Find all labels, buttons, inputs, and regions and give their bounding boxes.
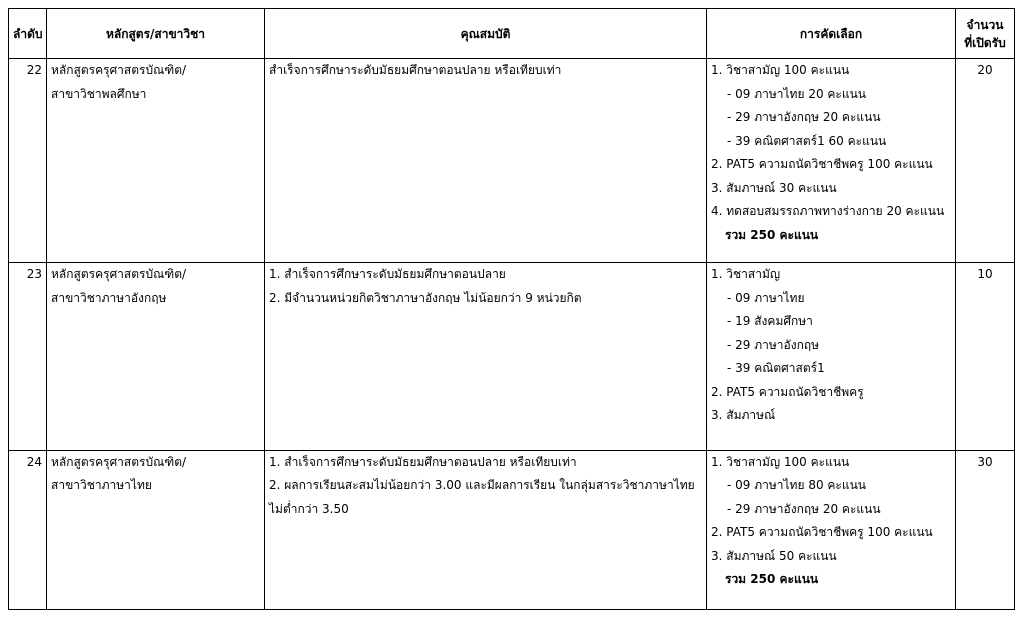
header-seats-line2: ที่เปิดรับ: [964, 35, 1006, 50]
row-selection: [707, 450, 956, 609]
qualification-line: 2. ผลการเรียนสะสมไม่น้อยกว่า 3.00 และมีผลการเรียน ในกลุ่มสาระวิชาภาษาไทย ไม่ต่ำกว่า 3.50: [269, 478, 695, 516]
selection-line: 4. ทดสอบสมรรถภาพทางร่างกาย 20 คะแนน: [711, 204, 945, 218]
subject-line: หลักสูตรครุศาสตรบัณฑิต/: [51, 267, 187, 282]
row-qualification: [265, 450, 707, 609]
table-header-row: [9, 9, 1015, 59]
selection-subline: - 29 ภาษาอังกฤษ: [727, 337, 820, 352]
selection-line: 2. PAT5 ความถนัดวิชาชีพครู: [711, 384, 864, 399]
row-subject: [47, 59, 265, 263]
row-selection: [707, 263, 956, 451]
selection-subline: - 09 ภาษาไทย 80 คะแนน: [727, 478, 867, 493]
selection-line: 2. PAT5 ความถนัดวิชาชีพครู 100 คะแนน: [711, 525, 933, 540]
row-selection: [707, 59, 956, 263]
qualification-line: 1. สำเร็จการศึกษาระดับมัธยมศึกษาตอนปลาย: [269, 267, 506, 282]
subject-line: หลักสูตรครุศาสตรบัณฑิต/: [51, 63, 187, 77]
selection-line: 3. สัมภาษณ์ 30 คะแนน: [711, 180, 837, 195]
row-subject: [47, 450, 265, 609]
row-seats: 20: [956, 59, 1015, 263]
row-no: 23: [9, 263, 47, 451]
subject-line: สาขาวิชาภาษาอังกฤษ: [51, 290, 167, 305]
subject-line: สาขาวิชาพลศึกษา: [51, 86, 147, 101]
selection-total: รวม 250 คะแนน: [725, 227, 819, 242]
header-seats-line1: จำนวน: [966, 17, 1004, 32]
row-seats: 30: [956, 450, 1015, 609]
row-no: 24: [9, 450, 47, 609]
selection-subline: - 09 ภาษาไทย: [727, 290, 805, 305]
qualification-line: 1. สำเร็จการศึกษาระดับมัธยมศึกษาตอนปลาย หรือเทียบเท่า: [269, 454, 577, 469]
row-no: 22: [9, 59, 47, 263]
row-subject: [47, 263, 265, 451]
subject-line: สาขาวิชาภาษาไทย: [51, 478, 152, 493]
header-no: ลำดับ: [9, 9, 47, 59]
subject-line: หลักสูตรครุศาสตรบัณฑิต/: [51, 454, 187, 469]
selection-line: 1. วิชาสามัญ 100 คะแนน: [711, 454, 850, 469]
table-row: [9, 59, 1015, 263]
selection-line: 3. สัมภาษณ์: [711, 408, 776, 423]
header-qualification: คุณสมบัติ: [265, 9, 707, 59]
selection-line: 1. วิชาสามัญ 100 คะแนน: [711, 63, 850, 77]
header-selection: การคัดเลือก: [707, 9, 956, 59]
selection-subline: - 19 สังคมศึกษา: [727, 314, 813, 329]
table-row: [9, 450, 1015, 609]
header-seats: [956, 9, 1015, 59]
header-subject: หลักสูตร/สาขาวิชา: [47, 9, 265, 59]
selection-line: 3. สัมภาษณ์ 50 คะแนน: [711, 548, 837, 563]
selection-subline: - 39 คณิตศาสตร์1: [727, 361, 825, 376]
qualification-line: 2. มีจำนวนหน่วยกิตวิชาภาษาอังกฤษ ไม่น้อยกว่า 9 หน่วยกิต: [269, 290, 582, 305]
selection-subline: - 09 ภาษาไทย 20 คะแนน: [727, 86, 867, 101]
selection-total: รวม 250 คะแนน: [725, 572, 819, 587]
row-qualification: [265, 59, 707, 263]
row-qualification: [265, 263, 707, 451]
selection-subline: - 29 ภาษาอังกฤษ 20 คะแนน: [727, 501, 881, 516]
selection-line: 2. PAT5 ความถนัดวิชาชีพครู 100 คะแนน: [711, 157, 933, 171]
table-row: [9, 263, 1015, 451]
selection-subline: - 29 ภาษาอังกฤษ 20 คะแนน: [727, 110, 881, 124]
selection-line: 1. วิชาสามัญ: [711, 267, 781, 282]
admission-table: [8, 8, 1015, 610]
row-seats: 10: [956, 263, 1015, 451]
selection-subline: - 39 คณิตศาสตร์1 60 คะแนน: [727, 133, 887, 148]
qualification-line: สำเร็จการศึกษาระดับมัธยมศึกษาตอนปลาย หรือเทียบเท่า: [269, 63, 562, 77]
